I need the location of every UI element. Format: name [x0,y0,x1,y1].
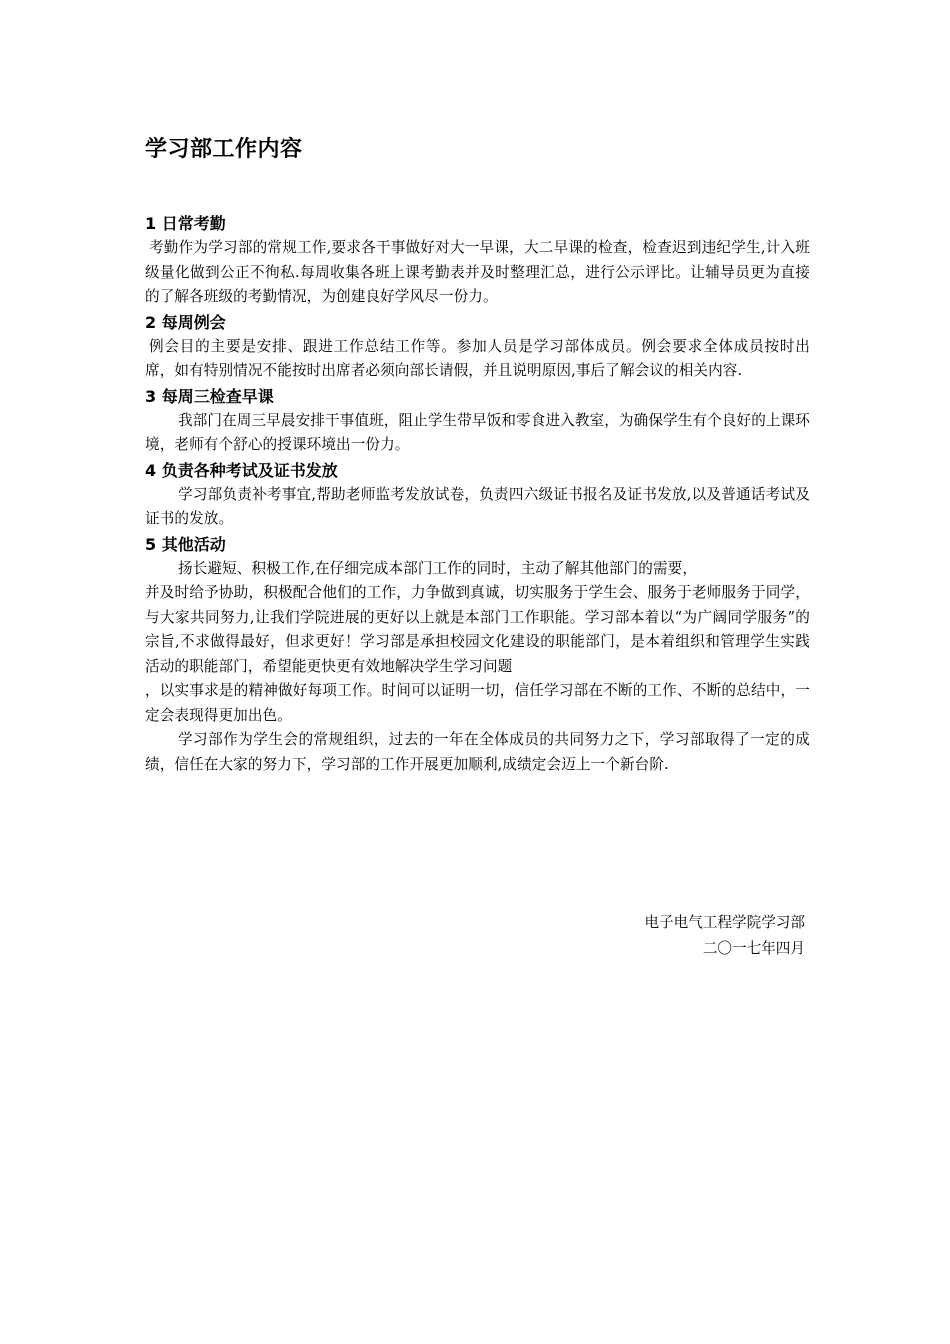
section-other-activities [145,532,810,778]
section-paragraph: 并及时给予协助，积极配合他们的工作，力争做到真诚，切实服务于学生会、服务于老师服务于同学，与大家共同努力,让我们学院进展的更好以上就是本部门工作职能。学习部本着以“为广阔同学服务”的宗旨,不求做得最好，但求更好！学习部是承担校园文化建设的职能部门，是本着组织和管理学生实践活动的职能部门，希望能更快更有效地解决学生学习问题 [145,584,810,675]
signature-date: 二〇一七年四月 [702,940,805,957]
section-exams-certificates [145,458,810,532]
section-daily-attendance [145,211,810,310]
section-heading: 1 日常考勤 [145,214,226,233]
signature-organization: 电子电气工程学院学习部 [644,914,805,931]
section-paragraph: 例会目的主要是安排、跟进工作总结工作等。参加人员是学习部体成员。例会要求全体成员按时出席，如有特别情况不能按时出席者必须向部长请假，并且说明原因,事后了解会议的相关内容. [145,337,810,379]
section-paragraph: 我部门在周三早晨安排干事值班，阻止学生带早饭和零食进入教室，为确保学生有个良好的上课环境，老师有个舒心的授课环境出一份力。 [145,411,810,453]
section-weekly-meeting [145,310,810,384]
document-body [145,211,810,777]
section-heading: 3 每周三检查早课 [145,386,274,406]
section-wednesday-check [145,384,810,458]
section-heading: 4 负责各种考试及证书发放 [145,460,338,480]
section-paragraph: 考勤作为学习部的常规工作,要求各干事做好对大一早课，大二早课的检查，检查迟到违纪学生,计入班级量化做到公正不徇私.每周收集各班上课考勤表并及时整理汇总，进行公示评比。让辅导员更为直接的了解各班级的考勤情况，为创建良好学风尽一份力。 [145,239,810,305]
section-paragraph: 学习部负责补考事宜,帮助老师监考发放试卷，负责四六级证书报名及证书发放,以及普通话考试及证书的发放。 [145,485,810,527]
section-heading: 5 其他活动 [145,534,226,554]
section-paragraph: ，以实事求是的精神做好每项工作。时间可以证明一切，信任学习部在不断的工作、不断的总结中，一定会表现得更加出色。 [145,682,810,724]
signature-block [644,910,805,962]
section-paragraph: 学习部作为学生会的常规组织，过去的一年在全体成员的共同努力之下，学习部取得了一定的成绩，信任在大家的努力下，学习部的工作开展更加顺利,成绩定会迈上一个新台阶. [145,731,810,773]
section-heading: 2 每周例会 [145,312,226,332]
document-title: 学习部工作内容 [145,137,303,162]
section-paragraph: 扬长避短、积极工作,在仔细完成本部门工作的同时，主动了解其他部门的需要， [178,559,698,577]
document-page [145,0,810,1344]
